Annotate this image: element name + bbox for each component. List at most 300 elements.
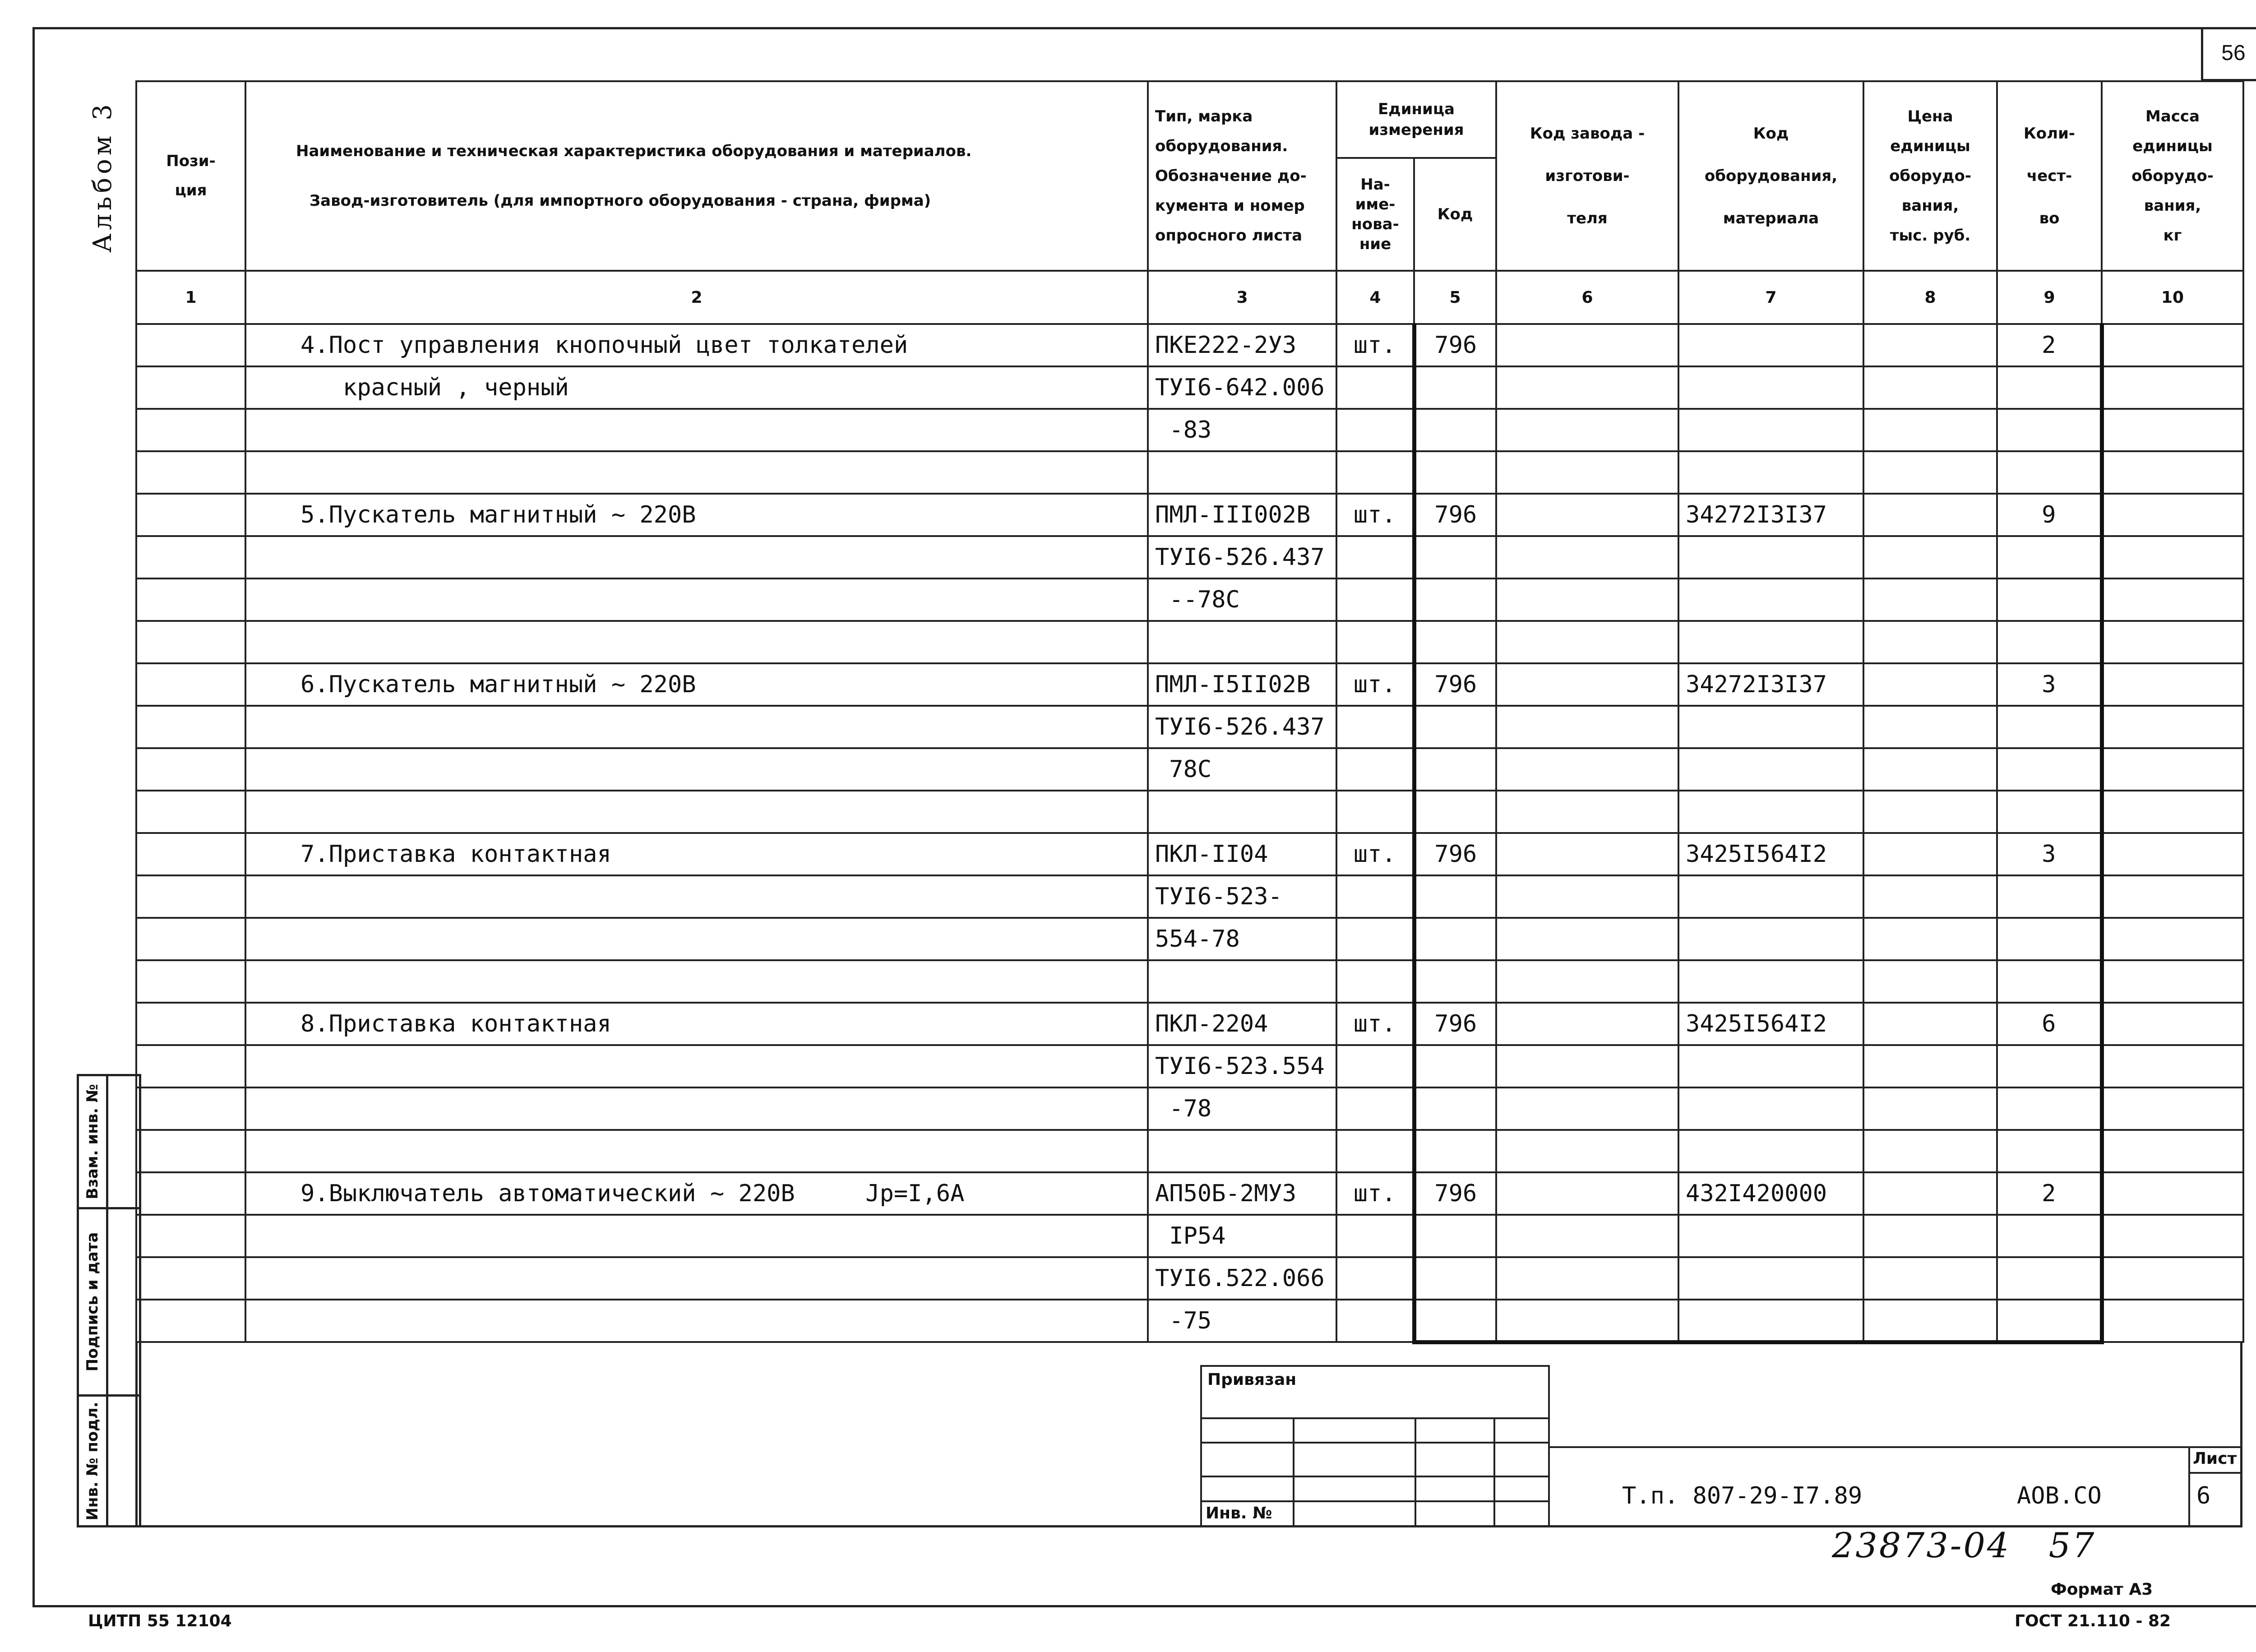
- cell-code: 796: [1414, 663, 1496, 706]
- cell-type: ТУI6-526.437: [1148, 706, 1336, 748]
- cell-empty: [1496, 663, 1678, 706]
- cell-name: [245, 1087, 1148, 1130]
- cell-empty: [136, 791, 245, 833]
- cell-code: [1414, 621, 1496, 663]
- side-stamp-inv: [77, 1394, 141, 1527]
- section-code: АОВ.СО: [2017, 1482, 2102, 1509]
- header-plant-code: Код завода - изготови- теля: [1496, 81, 1678, 271]
- table-row: [136, 918, 2243, 960]
- cell-empty: [1863, 833, 1997, 875]
- cell-equip-code: [1678, 1045, 1863, 1087]
- cell-qty: [1997, 918, 2102, 960]
- header-equipment-code: Код оборудования, материала: [1678, 81, 1863, 271]
- cell-empty: [136, 578, 245, 621]
- cell-unit: [1336, 875, 1414, 918]
- table-row: [136, 875, 2243, 918]
- cell-equip-code: [1678, 578, 1863, 621]
- cell-unit: [1336, 791, 1414, 833]
- cell-empty: [2102, 1215, 2243, 1257]
- cell-empty: [1496, 706, 1678, 748]
- cell-empty: [1863, 536, 1997, 578]
- cell-empty: [1496, 494, 1678, 536]
- cell-qty: 3: [1997, 663, 2102, 706]
- cell-qty: 9: [1997, 494, 2102, 536]
- cell-equip-code: [1678, 706, 1863, 748]
- cell-name: 7.Приставка контактная: [245, 833, 1148, 875]
- cell-unit: [1336, 1300, 1414, 1342]
- cell-code: [1414, 706, 1496, 748]
- cell-unit: [1336, 918, 1414, 960]
- cell-equip-code: [1678, 451, 1863, 494]
- cell-type: ПКЛ-2204: [1148, 1003, 1336, 1045]
- cell-type: -78: [1148, 1087, 1336, 1130]
- cell-empty: [136, 409, 245, 451]
- cell-empty: [1496, 1087, 1678, 1130]
- table-row: [136, 621, 2243, 663]
- cell-empty: [1496, 833, 1678, 875]
- cell-qty: [1997, 1257, 2102, 1300]
- column-number: 2: [245, 271, 1148, 324]
- cell-empty: [1496, 451, 1678, 494]
- cell-name: [245, 1045, 1148, 1087]
- cell-unit: [1336, 536, 1414, 578]
- cell-qty: [1997, 1130, 2102, 1172]
- cell-type: ТУI6-642.006: [1148, 366, 1336, 409]
- cell-type: ТУI6.522.066: [1148, 1257, 1336, 1300]
- column-number: 7: [1678, 271, 1863, 324]
- cell-empty: [136, 324, 245, 366]
- cell-code: [1414, 451, 1496, 494]
- cell-name: [245, 706, 1148, 748]
- cell-name: 8.Приставка контактная: [245, 1003, 1148, 1045]
- cell-unit: [1336, 1045, 1414, 1087]
- cell-type: [1148, 791, 1336, 833]
- cell-empty: [1496, 536, 1678, 578]
- cell-type: АП50Б-2МУ3: [1148, 1172, 1336, 1215]
- cell-empty: [1496, 621, 1678, 663]
- column-number: 5: [1414, 271, 1496, 324]
- cell-equip-code: 34272I3I37: [1678, 663, 1863, 706]
- cell-empty: [2102, 663, 2243, 706]
- cell-empty: [136, 748, 245, 791]
- cell-unit: [1336, 1130, 1414, 1172]
- cell-qty: [1997, 366, 2102, 409]
- cell-code: [1414, 748, 1496, 791]
- cell-unit: шт.: [1336, 1003, 1414, 1045]
- cell-empty: [1496, 1003, 1678, 1045]
- cell-empty: [136, 1257, 245, 1300]
- cell-equip-code: 432I420000: [1678, 1172, 1863, 1215]
- document-code: Т.п. 807-29-I7.89: [1622, 1482, 1863, 1509]
- cell-empty: [1863, 875, 1997, 918]
- cell-equip-code: [1678, 1130, 1863, 1172]
- cell-code: [1414, 918, 1496, 960]
- cell-type: [1148, 1130, 1336, 1172]
- table-row: [136, 578, 2243, 621]
- cell-type: [1148, 621, 1336, 663]
- cell-code: 796: [1414, 1172, 1496, 1215]
- cell-name: [245, 451, 1148, 494]
- cell-equip-code: [1678, 324, 1863, 366]
- title-divider: [1550, 1446, 2242, 1448]
- cell-empty: [2102, 1172, 2243, 1215]
- cell-empty: [2102, 706, 2243, 748]
- cell-qty: [1997, 578, 2102, 621]
- cell-unit: [1336, 960, 1414, 1003]
- cell-empty: [1863, 918, 1997, 960]
- cell-type: 78С: [1148, 748, 1336, 791]
- cell-equip-code: [1678, 621, 1863, 663]
- cell-empty: [136, 663, 245, 706]
- cell-equip-code: [1678, 875, 1863, 918]
- column-number: 1: [136, 271, 245, 324]
- cell-name: [245, 748, 1148, 791]
- cell-qty: [1997, 451, 2102, 494]
- cell-qty: [1997, 960, 2102, 1003]
- cell-empty: [1863, 451, 1997, 494]
- cell-equip-code: 3425I564I2: [1678, 1003, 1863, 1045]
- cell-unit: [1336, 1215, 1414, 1257]
- cell-name: [245, 875, 1148, 918]
- cell-empty: [1863, 706, 1997, 748]
- album-label: Альбом 3: [88, 101, 117, 253]
- cell-unit: [1336, 1257, 1414, 1300]
- table-row: [136, 1300, 2243, 1342]
- cell-empty: [1863, 409, 1997, 451]
- cell-unit: [1336, 706, 1414, 748]
- cell-empty: [2102, 409, 2243, 451]
- cell-equip-code: [1678, 1257, 1863, 1300]
- cell-type: ТУI6-523-: [1148, 875, 1336, 918]
- cell-type: ПМЛ-I5II02В: [1148, 663, 1336, 706]
- cell-code: [1414, 409, 1496, 451]
- cell-unit: [1336, 1087, 1414, 1130]
- cell-qty: [1997, 409, 2102, 451]
- cell-unit: [1336, 409, 1414, 451]
- cell-code: [1414, 1300, 1496, 1342]
- cell-empty: [136, 366, 245, 409]
- table-row: [136, 451, 2243, 494]
- cell-equip-code: [1678, 409, 1863, 451]
- cell-code: 796: [1414, 833, 1496, 875]
- cell-empty: [136, 1130, 245, 1172]
- cell-name: [245, 1130, 1148, 1172]
- cell-qty: [1997, 706, 2102, 748]
- cell-empty: [136, 706, 245, 748]
- cell-name: 6.Пускатель магнитный ~ 220В: [245, 663, 1148, 706]
- cell-empty: [136, 494, 245, 536]
- cell-empty: [2102, 1130, 2243, 1172]
- cell-empty: [136, 960, 245, 1003]
- cell-empty: [2102, 791, 2243, 833]
- cell-name: [245, 1300, 1148, 1342]
- cell-empty: [1863, 1130, 1997, 1172]
- table-row: [136, 536, 2243, 578]
- cell-empty: [1863, 324, 1997, 366]
- privyazan-box: [1200, 1365, 1550, 1419]
- cell-code: [1414, 1257, 1496, 1300]
- cell-equip-code: 3425I564I2: [1678, 833, 1863, 875]
- table-row: [136, 1172, 2243, 1215]
- cell-code: 796: [1414, 494, 1496, 536]
- cell-qty: 2: [1997, 1172, 2102, 1215]
- cell-unit: [1336, 748, 1414, 791]
- cell-code: [1414, 1045, 1496, 1087]
- cell-code: [1414, 875, 1496, 918]
- cell-type: ПКЛ-II04: [1148, 833, 1336, 875]
- table-row: [136, 706, 2243, 748]
- cell-code: [1414, 960, 1496, 1003]
- cell-empty: [2102, 621, 2243, 663]
- list-label: Лист: [2193, 1449, 2237, 1468]
- cell-empty: [136, 1172, 245, 1215]
- cell-empty: [136, 1215, 245, 1257]
- cell-type: ПКЕ222-2У3: [1148, 324, 1336, 366]
- header-name-line2: Завод-изготовитель (для импортного оборудования - страна, фирма): [310, 192, 931, 210]
- cell-qty: [1997, 1300, 2102, 1342]
- cell-empty: [1863, 578, 1997, 621]
- table-row: [136, 833, 2243, 875]
- table-row: [136, 1215, 2243, 1257]
- cell-code: [1414, 1215, 1496, 1257]
- table-row: [136, 409, 2243, 451]
- cell-empty: [136, 621, 245, 663]
- grid-line: [1200, 1476, 1550, 1477]
- cell-unit: шт.: [1336, 324, 1414, 366]
- footer-format: Формат А3: [2051, 1580, 2153, 1599]
- cell-empty: [1863, 366, 1997, 409]
- cell-name: [245, 791, 1148, 833]
- header-mass: Масса единицы оборудо- вания, кг: [2102, 81, 2243, 271]
- cell-empty: [1496, 960, 1678, 1003]
- cell-empty: [1863, 1257, 1997, 1300]
- cell-empty: [1496, 748, 1678, 791]
- cell-empty: [1863, 663, 1997, 706]
- cell-qty: 6: [1997, 1003, 2102, 1045]
- cell-empty: [1496, 578, 1678, 621]
- table-row: [136, 663, 2243, 706]
- cell-equip-code: [1678, 791, 1863, 833]
- title-block: [135, 1342, 2242, 1527]
- cell-code: 796: [1414, 324, 1496, 366]
- side-stamp-signature: [77, 1207, 141, 1397]
- header-quantity: Коли- чест- во: [1997, 81, 2102, 271]
- header-unit-group: Единица измерения: [1336, 81, 1496, 158]
- cell-code: 796: [1414, 1003, 1496, 1045]
- cell-empty: [2102, 324, 2243, 366]
- column-number: 9: [1997, 271, 2102, 324]
- header-unit-name: На- име- нова- ние: [1336, 158, 1414, 271]
- cell-name: 5.Пускатель магнитный ~ 220В: [245, 494, 1148, 536]
- cell-empty: [1863, 791, 1997, 833]
- cell-empty: [136, 536, 245, 578]
- cell-unit: шт.: [1336, 1172, 1414, 1215]
- cell-empty: [2102, 1045, 2243, 1087]
- cell-empty: [1496, 875, 1678, 918]
- cell-code: [1414, 1130, 1496, 1172]
- cell-equip-code: 34272I3I37: [1678, 494, 1863, 536]
- cell-unit: [1336, 366, 1414, 409]
- cell-empty: [1496, 366, 1678, 409]
- cell-name: красный , черный: [245, 366, 1148, 409]
- column-number: 3: [1148, 271, 1336, 324]
- cell-type: [1148, 451, 1336, 494]
- cell-empty: [1863, 1215, 1997, 1257]
- cell-name: [245, 1257, 1148, 1300]
- cell-qty: [1997, 791, 2102, 833]
- cell-empty: [136, 833, 245, 875]
- header-name: [245, 81, 1148, 271]
- cell-empty: [136, 1087, 245, 1130]
- cell-empty: [2102, 918, 2243, 960]
- cell-empty: [2102, 1087, 2243, 1130]
- cell-empty: [2102, 833, 2243, 875]
- footer-gost: ГОСТ 21.110 - 82: [2015, 1612, 2171, 1630]
- cell-type: -83: [1148, 409, 1336, 451]
- cell-qty: [1997, 1215, 2102, 1257]
- table-row: [136, 324, 2243, 366]
- cell-code: [1414, 366, 1496, 409]
- cell-unit: [1336, 451, 1414, 494]
- column-number: 8: [1863, 271, 1997, 324]
- cell-qty: [1997, 621, 2102, 663]
- cell-type: --78С: [1148, 578, 1336, 621]
- grid-line: [1293, 1417, 1294, 1527]
- cell-code: [1414, 536, 1496, 578]
- cell-empty: [2102, 1003, 2243, 1045]
- table-row: [136, 366, 2243, 409]
- column-number: 6: [1496, 271, 1678, 324]
- cell-empty: [1863, 1087, 1997, 1130]
- cell-empty: [1496, 409, 1678, 451]
- list-box-divider: [2188, 1472, 2242, 1474]
- cell-qty: [1997, 1087, 2102, 1130]
- cell-qty: [1997, 748, 2102, 791]
- cell-qty: [1997, 1045, 2102, 1087]
- footer-left: ЦИТП 55 12104: [88, 1612, 232, 1630]
- table-row: [136, 791, 2243, 833]
- cell-unit: шт.: [1336, 494, 1414, 536]
- cell-code: [1414, 1087, 1496, 1130]
- cell-empty: [1863, 494, 1997, 536]
- cell-empty: [1496, 1300, 1678, 1342]
- cell-equip-code: [1678, 1087, 1863, 1130]
- cell-empty: [1496, 1045, 1678, 1087]
- cell-empty: [136, 451, 245, 494]
- cell-empty: [1863, 621, 1997, 663]
- header-unit-code: Код: [1414, 158, 1496, 271]
- cell-empty: [136, 1045, 245, 1087]
- cell-type: IP54: [1148, 1215, 1336, 1257]
- cell-empty: [136, 1300, 245, 1342]
- cell-equip-code: [1678, 536, 1863, 578]
- cell-empty: [1496, 324, 1678, 366]
- header-type: Тип, марка оборудования. Обозначение до- кумента и номер опросного листа: [1148, 81, 1336, 271]
- cell-empty: [1496, 1172, 1678, 1215]
- cell-empty: [2102, 748, 2243, 791]
- table-row: [136, 1087, 2243, 1130]
- cell-name: [245, 578, 1148, 621]
- cell-qty: 2: [1997, 324, 2102, 366]
- cell-equip-code: [1678, 748, 1863, 791]
- privyazan-label: Привязан: [1207, 1370, 1297, 1389]
- cell-empty: [1863, 1300, 1997, 1342]
- column-numbers-row: [136, 271, 2243, 324]
- cell-empty: [1496, 1257, 1678, 1300]
- cell-name: [245, 409, 1148, 451]
- cell-empty: [1496, 1215, 1678, 1257]
- cell-equip-code: [1678, 960, 1863, 1003]
- table-row: [136, 1130, 2243, 1172]
- side-stamp-signature-label: Подпись и дата: [83, 1232, 102, 1372]
- cell-type: ТУI6-526.437: [1148, 536, 1336, 578]
- column-number: 10: [2102, 271, 2243, 324]
- cell-name: [245, 918, 1148, 960]
- table-row: [136, 748, 2243, 791]
- cell-name: [245, 536, 1148, 578]
- side-stamp-inv-label: Инв. № подл.: [83, 1401, 102, 1521]
- table-row: [136, 960, 2243, 1003]
- cell-equip-code: [1678, 918, 1863, 960]
- handwritten-number: 23873-04 57: [1832, 1525, 2096, 1565]
- specification-table: [135, 80, 2244, 1344]
- cell-empty: [2102, 875, 2243, 918]
- cell-empty: [2102, 366, 2243, 409]
- cell-empty: [2102, 494, 2243, 536]
- cell-equip-code: [1678, 1300, 1863, 1342]
- cell-name: 4.Пост управления кнопочный цвет толкателей: [245, 324, 1148, 366]
- cell-empty: [2102, 1300, 2243, 1342]
- cell-name: [245, 621, 1148, 663]
- cell-unit: [1336, 578, 1414, 621]
- cell-empty: [1863, 1045, 1997, 1087]
- header-position: Пози- ция: [136, 81, 245, 271]
- inv-no-label: Инв. №: [1206, 1504, 1272, 1522]
- cell-name: [245, 960, 1148, 1003]
- cell-qty: 3: [1997, 833, 2102, 875]
- cell-name: [245, 1215, 1148, 1257]
- cell-empty: [1496, 918, 1678, 960]
- cell-type: ПМЛ-III002В: [1148, 494, 1336, 536]
- cell-empty: [1496, 791, 1678, 833]
- table-row: [136, 1003, 2243, 1045]
- table-row: [136, 494, 2243, 536]
- side-stamp-vzam: [77, 1074, 141, 1209]
- cell-empty: [136, 918, 245, 960]
- cell-empty: [2102, 1257, 2243, 1300]
- table-row: [136, 1045, 2243, 1087]
- cell-equip-code: [1678, 1215, 1863, 1257]
- cell-type: [1148, 960, 1336, 1003]
- cell-empty: [136, 875, 245, 918]
- grid-line: [1200, 1442, 1550, 1444]
- cell-unit: [1336, 621, 1414, 663]
- side-stamp-vzam-label: Взам. инв. №: [83, 1084, 102, 1199]
- cell-empty: [2102, 536, 2243, 578]
- cell-type: ТУI6-523.554: [1148, 1045, 1336, 1087]
- cell-type: 554-78: [1148, 918, 1336, 960]
- cell-empty: [1863, 960, 1997, 1003]
- cell-equip-code: [1678, 366, 1863, 409]
- cell-type: -75: [1148, 1300, 1336, 1342]
- cell-empty: [2102, 960, 2243, 1003]
- grid-line: [1493, 1417, 1495, 1527]
- grid-line: [1200, 1500, 1550, 1502]
- grid-line: [1415, 1417, 1416, 1527]
- list-number: 6: [2196, 1482, 2211, 1509]
- cell-qty: [1997, 875, 2102, 918]
- cell-code: [1414, 578, 1496, 621]
